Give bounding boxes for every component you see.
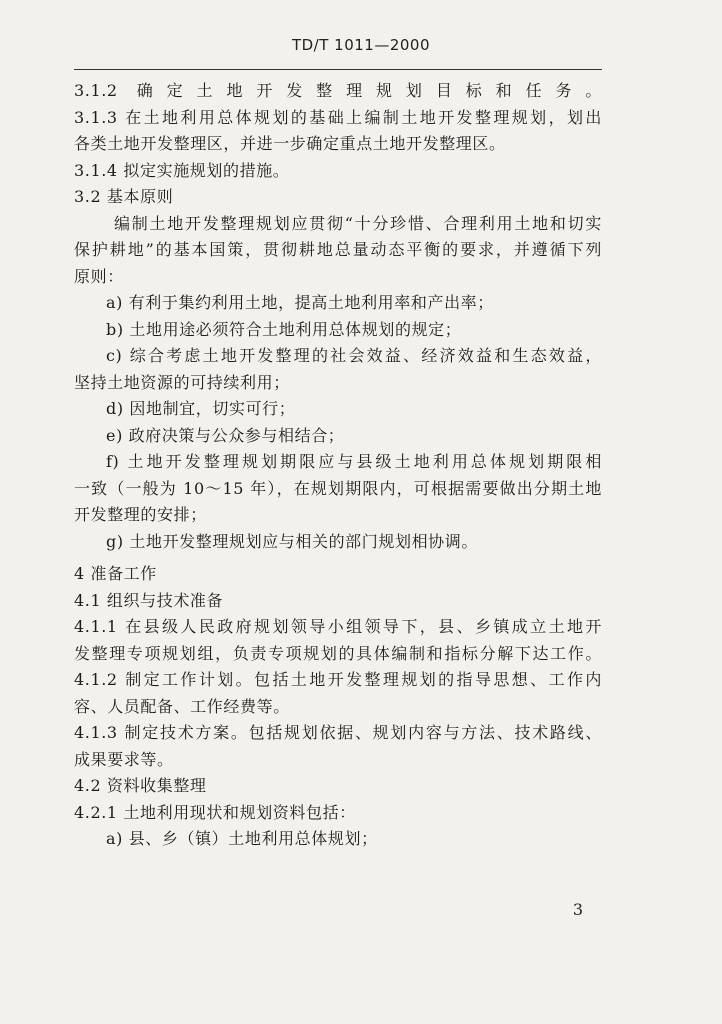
clause-4-1-1-line-1: 4.1.1 在县级人民政府规划领导小组领导下，县、乡镇成立土地开 (74, 617, 602, 636)
section-4-heading: 4 准备工作 (74, 564, 157, 583)
section-3-2-heading: 3.2 基本原则 (74, 187, 174, 206)
clause-4-1-2-line-2: 容、人员配备、工作经费等。 (74, 696, 290, 716)
principle-e: e) 政府决策与公众参与相结合； (106, 425, 345, 445)
header-rule (74, 69, 602, 70)
principle-a: a) 有利于集约利用土地，提高土地利用率和产出率； (106, 293, 494, 312)
principle-b: b) 土地用途必须符合土地利用总体规划的规定； (106, 319, 462, 339)
clause-4-1-3-line-2: 成果要求等。 (74, 749, 174, 769)
section-4-1-heading: 4.1 组织与技术准备 (74, 590, 224, 610)
clause-3-1-2: 3.1.2 确定土地开发整理规划目标和任务。 (74, 81, 602, 100)
clause-4-1-3-line-1: 4.1.3 制定技术方案。包括规划依据、规划内容与方法、技术路线、 (74, 723, 602, 742)
principle-f-line-3: 开发整理的安排； (74, 505, 207, 524)
clause-4-1-2-line-1: 4.1.2 制定工作计划。包括土地开发整理规划的指导思想、工作内 (74, 670, 602, 689)
principles-intro-line-2: 保护耕地”的基本国策，贯彻耕地总量动态平衡的要求，并遵循下列 (74, 240, 602, 259)
item-4-2-1-a: a) 县、乡（镇）土地利用总体规划； (106, 829, 378, 848)
clause-3-1-3-line-1: 3.1.3 在土地利用总体规划的基础上编制土地开发整理规划，划出 (74, 107, 602, 127)
clause-3-1-3-line-2: 各类土地开发整理区，并进一步确定重点土地开发整理区。 (74, 134, 506, 153)
principle-f-line-2: 一致（一般为 10～15 年），在规划期限内，可根据需要做出分期土地 (74, 478, 602, 498)
principles-intro-line-1: 编制土地开发整理规划应贯彻“十分珍惜、合理利用土地和切实 (114, 213, 602, 233)
clause-3-1-4: 3.1.4 拟定实施规划的措施。 (74, 160, 290, 180)
standard-code-header: TD/T 1011—2000 (291, 36, 431, 54)
body-text (74, 78, 602, 853)
page-number: 3 (572, 900, 584, 919)
principle-f-line-1: f) 土地开发整理规划期限应与县级土地利用总体规划期限相 (106, 452, 602, 471)
principle-c-line-1: c) 综合考虑土地开发整理的社会效益、经济效益和生态效益， (106, 346, 602, 365)
clause-4-2-1: 4.2.1 土地利用现状和规划资料包括： (74, 802, 356, 822)
principle-c-line-2: 坚持土地资源的可持续利用； (74, 372, 290, 392)
principle-g: g) 土地开发整理规划应与相关的部门规划相协调。 (106, 531, 478, 551)
section-4-2-heading: 4.2 资料收集整理 (74, 776, 207, 795)
principles-intro-line-3: 原则： (74, 266, 124, 286)
principle-d: d) 因地制宜，切实可行； (106, 399, 296, 418)
clause-4-1-1-line-2: 发整理专项规划组，负责专项规划的具体编制和指标分解下达工作。 (74, 643, 602, 663)
